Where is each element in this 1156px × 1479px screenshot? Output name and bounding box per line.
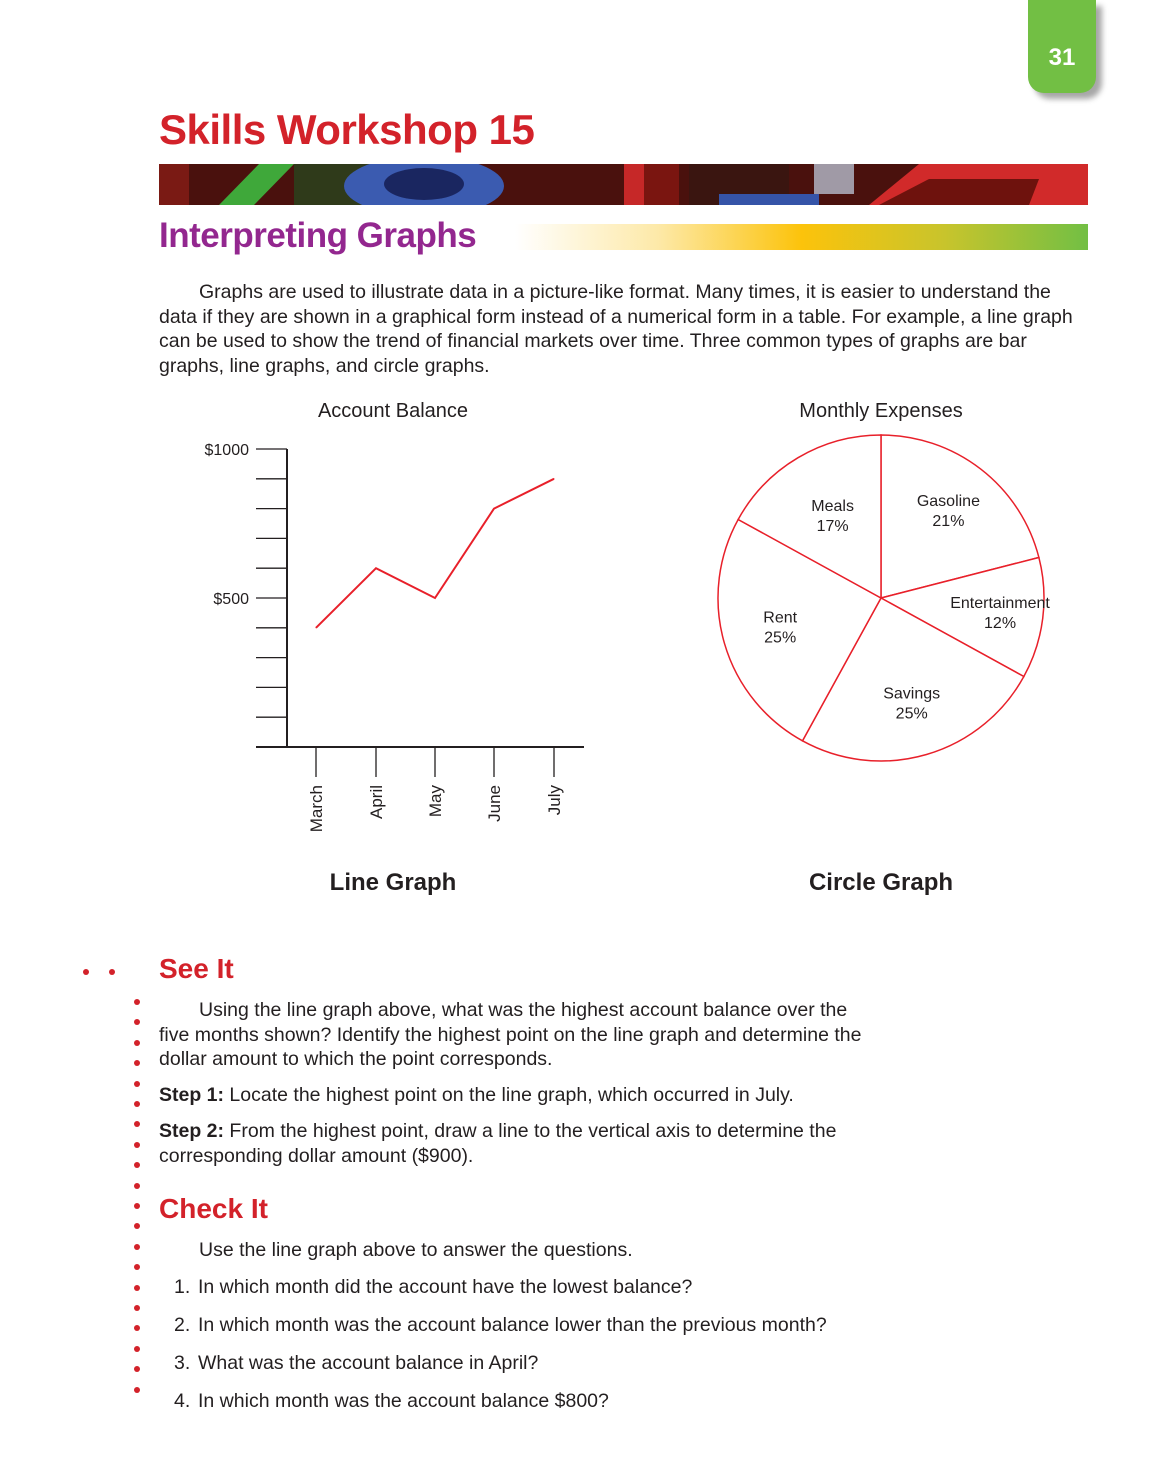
x-tick-label: May: [426, 785, 445, 818]
data-point: [494, 508, 495, 509]
decorative-dot: [134, 1040, 140, 1046]
decorative-dot: [134, 1346, 140, 1352]
x-tick-label: April: [367, 785, 386, 820]
pie-slice-label: Entertainment: [950, 595, 1050, 613]
step-text: From the highest point, draw a line to the vertical axis to determine the corresponding dollar amount ($900).: [159, 1120, 837, 1167]
decorative-dot: [134, 1305, 140, 1311]
question-item: [174, 1276, 692, 1299]
x-tick-label: March: [307, 785, 326, 833]
question-text: What was the account balance in April?: [198, 1352, 539, 1374]
decorative-dot: [134, 1019, 140, 1025]
data-point: [316, 627, 317, 628]
see-it-text: Using the line graph above, what was the highest account balance over the five months shown? Identify the highest point on the line graph and determine the dollar amount to which the point corresponds.: [159, 999, 862, 1070]
line-chart-title: Account Balance: [317, 400, 469, 422]
decorative-dot: [134, 1162, 140, 1168]
pie-slice-label: Rent: [763, 609, 798, 627]
page-number: 31: [1048, 44, 1076, 71]
decorative-dot: [134, 1142, 140, 1148]
step-label: Step 1:: [159, 1084, 225, 1106]
pie-slice-percent: 12%: [984, 615, 1017, 633]
y-tick-label: $1000: [204, 442, 249, 459]
decorative-dot: [134, 1060, 140, 1066]
decorative-dot: [134, 1244, 140, 1250]
x-tick-label: June: [485, 785, 504, 822]
pie-slice-percent: 25%: [764, 629, 797, 647]
decorative-dot: [134, 1101, 140, 1107]
page-title: Skills Workshop 15: [159, 106, 535, 153]
balance-line: [316, 479, 554, 628]
decorative-dot: [134, 1121, 140, 1127]
line-chart-caption: Line Graph: [329, 869, 457, 896]
decorative-dot: [134, 1183, 140, 1189]
pie-slice-label: Gasoline: [916, 493, 980, 511]
decorative-dot: [109, 969, 115, 975]
step-1: [159, 1083, 879, 1108]
data-point: [554, 478, 555, 479]
decorative-dot: [134, 1264, 140, 1270]
y-tick-label: $500: [213, 591, 249, 608]
question-number: 4.: [174, 1390, 191, 1412]
decorative-dot: [134, 1366, 140, 1372]
question-text: In which month did the account have the lowest balance?: [198, 1276, 693, 1298]
pie-chart-title: Monthly Expenses: [799, 400, 963, 422]
decorative-dot: [134, 1203, 140, 1209]
x-tick-label: July: [545, 785, 564, 816]
pie-chart-caption: Circle Graph: [808, 869, 954, 896]
decorative-dot: [134, 1223, 140, 1229]
pie-slice-percent: 17%: [816, 518, 849, 536]
data-point: [376, 568, 377, 569]
pie-slice-percent: 21%: [932, 513, 965, 531]
decorative-dot: [134, 1387, 140, 1393]
question-item: [174, 1352, 538, 1375]
question-number: 1.: [174, 1276, 191, 1298]
check-it-text: Use the line graph above to answer the questions.: [199, 1239, 633, 1261]
see-it-heading: See It: [159, 953, 234, 984]
question-number: 3.: [174, 1352, 191, 1374]
decorative-dot: [83, 969, 89, 975]
question-text: In which month was the account balance $800?: [198, 1390, 609, 1412]
question-text: In which month was the account balance lower than the previous month?: [198, 1314, 827, 1336]
question-item: [174, 1390, 609, 1413]
pie-slice-label: Meals: [811, 498, 854, 516]
pie-slice-percent: 25%: [895, 705, 928, 723]
step-text: Locate the highest point on the line graph, which occurred in July.: [224, 1084, 794, 1106]
pie-chart: [700, 420, 1070, 780]
question-item: [174, 1314, 827, 1337]
decorative-dot: [134, 1285, 140, 1291]
step-label: Step 2:: [159, 1120, 225, 1142]
decorative-dot: [134, 1325, 140, 1331]
question-number: 2.: [174, 1314, 191, 1336]
decorative-dot: [134, 999, 140, 1005]
check-it-heading: Check It: [159, 1193, 268, 1224]
intro-paragraph: Graphs are used to illustrate data in a picture-like format. Many times, it is easier to understand the data if they are shown in a graphical form instead of a numerical form in a table. For example, a line graph can be used to show the trend of financial markets over time. Three common types of graphs are bar graphs, line graphs, and circle graphs.: [159, 281, 1073, 377]
step-2: [159, 1119, 879, 1168]
pie-slice-label: Savings: [883, 685, 941, 703]
data-point: [435, 598, 436, 599]
section-title: Interpreting Graphs: [159, 216, 477, 255]
decorative-dot: [134, 1081, 140, 1087]
